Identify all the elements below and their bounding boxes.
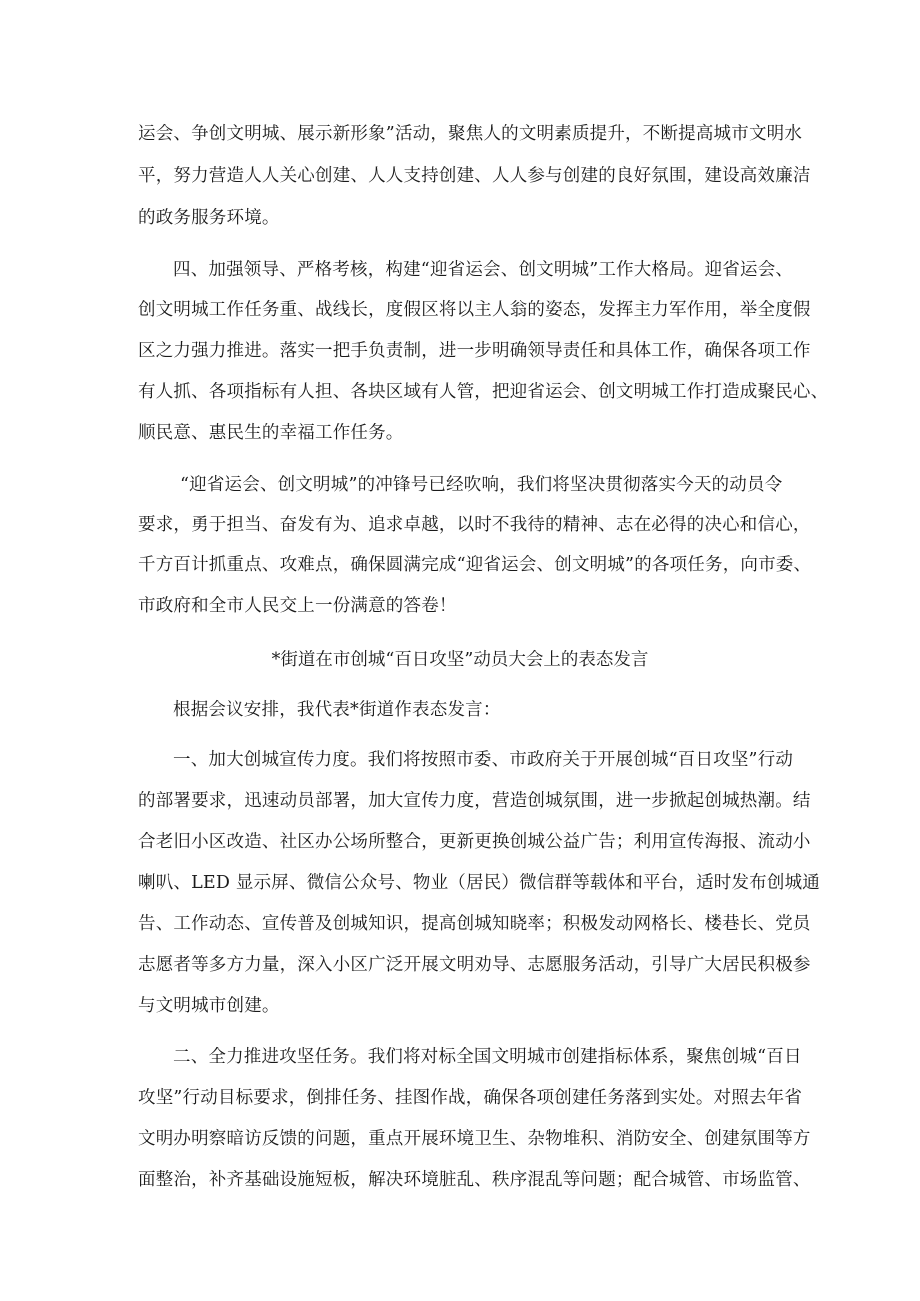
paragraph-3-line-1: “迎省运会、创文明城”的冲锋号已经吹响，我们将坚决贯彻落实今天的动员令 [180,475,783,495]
paragraph-1-line-1: 运会、争创文明城、展示新形象”活动，聚焦人的文明素质提升，不断提高城市文明水 [138,124,803,144]
paragraph-5-line-4: 喇叭、LED 显示屏、微信公众号、物业（居民）微信群等载体和平台，适时发布创城通 [138,873,820,893]
paragraph-3-line-2: 要求，勇于担当、奋发有为、追求卓越，以时不我待的精神、志在必得的决心和信心， [138,515,811,535]
document-title: *街道在市创城“百日攻坚”动员大会上的表态发言 [271,650,649,670]
paragraph-2-line-3: 区之力强力推进。落实一把手负责制，进一步明确领导责任和具体工作，确保各项工作 [138,341,811,361]
paragraph-5-line-6: 志愿者等多方力量，深入小区广泛开展文明劝导、志愿服务活动，引导广大居民积极参 [138,955,811,975]
paragraph-5-line-7: 与文明城市创建。 [138,996,280,1016]
paragraph-6-line-2: 攻坚”行动目标要求，倒排任务、挂图作战，确保各项创建任务落到实处。对照去年省 [138,1088,803,1108]
paragraph-5-line-5: 告、工作动态、宣传普及创城知识，提高创城知晓率；积极发动网格长、楼巷长、党员 [138,914,811,934]
paragraph-6-line-3: 文明办明察暗访反馈的问题，重点开展环境卫生、杂物堆积、消防安全、创建氛围等方 [138,1129,811,1149]
paragraph-2-line-1: 四、加强领导、严格考核，构建“迎省运会、创文明城”工作大格局。迎省运会、 [173,260,794,280]
paragraph-2-line-5: 顺民意、惠民生的幸福工作任务。 [138,423,404,443]
paragraph-3-line-3: 千方百计抓重点、攻难点，确保圆满完成“迎省运会、创文明城”的各项任务，向市委、 [138,555,812,575]
paragraph-3-line-4: 市政府和全市人民交上一份满意的答卷！ [138,596,457,616]
paragraph-2-line-4: 有人抓、各项指标有人担、各块区域有人管，把迎省运会、创文明城工作打造成聚民心、 [138,382,829,402]
paragraph-6-line-1: 二、全力推进攻坚任务。我们将对标全国文明城市创建指标体系，聚焦创城“百日 [173,1047,802,1067]
paragraph-5-line-2: 的部署要求，迅速动员部署，加大宣传力度，营造创城氛围，进一步掀起创城热潮。结 [138,791,811,811]
paragraph-1-line-3: 的政务服务环境。 [138,208,280,228]
paragraph-2-line-2: 创文明城工作任务重、战线长，度假区将以主人翁的姿态，发挥主力军作用，举全度假 [138,300,811,320]
paragraph-1-line-2: 平，努力营造人人关心创建、人人支持创建、人人参与创建的良好氛围，建设高效廉洁 [138,166,811,186]
paragraph-6-line-4: 面整治，补齐基础设施短板，解决环境脏乱、秩序混乱等问题；配合城管、市场监管、 [138,1170,811,1190]
paragraph-5-line-1: 一、加大创城宣传力度。我们将按照市委、市政府关于开展创城“百日攻坚”行动 [173,750,794,770]
paragraph-4-line-1: 根据会议安排，我代表*街道作表态发言： [173,700,501,720]
paragraph-5-line-3: 合老旧小区改造、社区办公场所整合，更新更换创城公益广告；利用宣传海报、流动小 [138,832,811,852]
